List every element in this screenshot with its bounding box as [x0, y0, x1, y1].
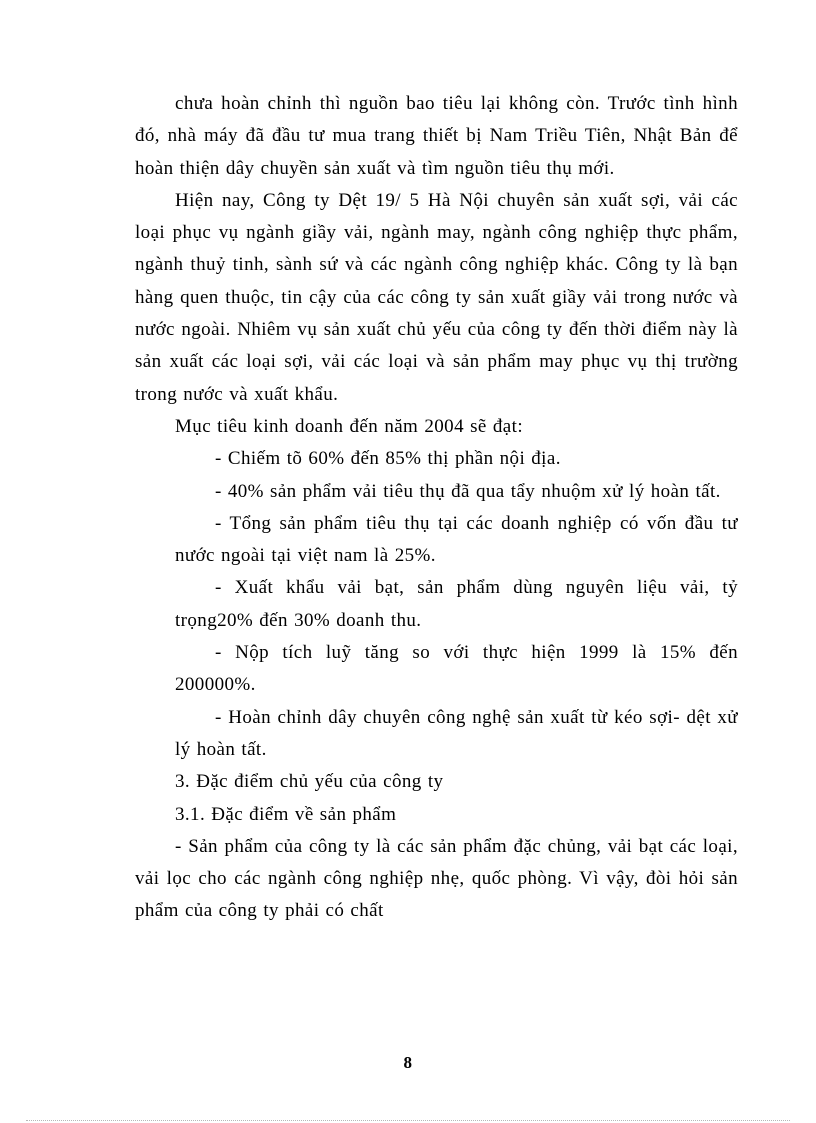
body-text	[135, 88, 738, 928]
goal-item-3: - Tổng sản phẩm tiêu thụ tại các doanh nghiệp có vốn đầu tư nước ngoài tại việt nam là 25%.	[175, 512, 738, 567]
footer-divider	[26, 1120, 790, 1121]
paragraph-business-goal: Mục tiêu kinh doanh đến năm 2004 sẽ đạt:	[175, 415, 523, 437]
paragraph-continuation: chưa hoàn chỉnh thì nguồn bao tiêu lại không còn. Trước tình hình đó, nhà máy đã đầu tư mua trang thiết bị Nam Triều Tiên, Nhật Bản để hoàn thiện dây chuyền sản xuất và tìm nguồn tiêu thụ mới.	[135, 93, 738, 179]
paragraph-product-features: - Sản phẩm của công ty là các sản phẩm đặc chủng, vải bạt các loại, vải lọc cho các ngành công nghiệp nhẹ, quốc phòng. Vì vậy, đòi hỏi sản phẩm của công ty phải có chất	[135, 835, 738, 922]
paragraph-company-overview: Hiện nay, Công ty Dệt 19/ 5 Hà Nội chuyên sản xuất sợi, vải các loại phục vụ ngành giầy vải, ngành may, ngành công nghiệp thực phẩm, ngành thuỷ tinh, sành sứ và các ngành công nghiệp khác. Công ty là bạn hàng quen thuộc, tin cậy của các công ty sản xuất giầy vải trong nước và nước ngoài. Nhiêm vụ sản xuất chủ yếu của công ty đến thời điểm này là sản xuất các loại sợi, vải các loại và sản phẩm may phục vụ thị trường trong nước và xuất khẩu.	[135, 189, 738, 405]
goal-item-5: - Nộp tích luỹ tăng so với thực hiện 1999 là 15% đến 200000%.	[175, 642, 738, 696]
page-number: 8	[403, 1053, 413, 1072]
section-heading-3-1: 3.1. Đặc điểm về sản phẩm	[175, 803, 397, 825]
goal-item-2: - 40% sản phẩm vải tiêu thụ đã qua tẩy nhuộm xử lý hoàn tất.	[215, 480, 721, 502]
goal-item-4: - Xuất khẩu vải bạt, sản phẩm dùng nguyên liệu vải, tỷ trọng20% đến 30% doanh thu.	[175, 577, 738, 631]
goal-item-6: - Hoàn chỉnh dây chuyên công nghệ sản xuất từ kéo sợi- dệt xử lý hoàn tất.	[175, 706, 738, 760]
section-heading-3: 3. Đặc điểm chủ yếu của công ty	[175, 771, 444, 793]
goal-item-1: - Chiếm tõ 60% đến 85% thị phần nội địa.	[215, 448, 561, 470]
